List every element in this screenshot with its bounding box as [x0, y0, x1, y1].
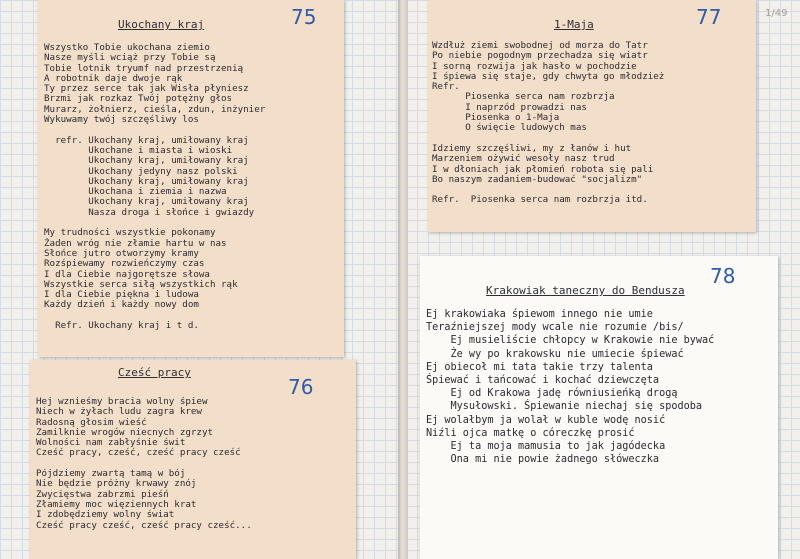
- song-lyrics: [432, 41, 664, 206]
- lyric-line: Nie będzie próżny krwawy znój: [36, 478, 197, 490]
- lyric-line: Po niebie pogodnym przechadza się wiatr: [432, 50, 648, 62]
- lyric-line: Niech w żyłach ludu zagra krew: [36, 406, 202, 418]
- lyric-line: Radosną głosim wieść: [36, 416, 147, 428]
- clipping-krakowiak: [420, 256, 778, 559]
- lyric-line: I sorną rozwija jak hasło w pochodzie: [432, 60, 637, 72]
- lyric-line: Cześć pracy, cześć, cześć pracy cześć: [36, 447, 241, 459]
- lyric-line: Pójdziemy zwartą tamą w bój: [36, 468, 186, 480]
- lyric-line: Ej ta moja mamusia to jak jagódecka: [426, 440, 666, 452]
- lyric-line: Cześć pracy cześć, cześć pracy cześć...: [36, 519, 252, 531]
- lyric-line: Ej musieliście chłopcy w Krakowie nie bywać: [426, 335, 715, 347]
- lyric-line: Wolności nam zabłyśnie świt: [36, 437, 186, 449]
- lyric-line: Żaden wróg nie złamie hartu w nas: [44, 237, 227, 249]
- lyric-line: Ukochana i ziemia i nazwa: [44, 186, 227, 198]
- lyric-line: Ty przez serce tak jak Wisła płyniesz: [44, 83, 249, 95]
- song-lyrics: [44, 43, 265, 331]
- lyric-line: I dla Ciebie piękna i ludowa: [44, 289, 199, 301]
- lyric-line: Wzdłuż ziemi swobodnej od morza do Tatr: [432, 40, 648, 51]
- song-lyrics: [36, 397, 252, 531]
- lyric-line: Mysułowski. Śpiewanie niechaj się spodoba: [426, 401, 703, 413]
- clipping-czesc-pracy: [30, 360, 356, 559]
- song-number: 76: [288, 375, 314, 399]
- notebook-binding: [398, 0, 408, 559]
- song-title: Ukochany kraj: [118, 18, 205, 31]
- song-number: 77: [696, 5, 722, 29]
- lyric-line: Złamiemy moc więziennych krat: [36, 498, 197, 510]
- lyric-line: Że wy po krakowsku nie umiecie śpiewać: [426, 348, 684, 360]
- lyric-line: Śpiewać i tańcować i kochać dziewczęta: [426, 374, 660, 386]
- lyric-line: I zdobędziemy wolny świat: [36, 509, 175, 521]
- lyric-line: Ona mi nie powie żadnego słóweczka: [426, 454, 660, 466]
- lyric-line: Ukochany jedyny nasz polski: [44, 165, 238, 177]
- lyric-line: Zamilknie wrogów niecnych zgrzyt: [36, 426, 214, 438]
- lyric-line: Wszystko Tobie ukochana ziemio: [44, 42, 210, 53]
- lyric-line: Murarz, żołnierz, cieśla, zdun, inżynier: [44, 103, 266, 115]
- lyric-line: Ukochany kraj, umiłowany kraj: [44, 155, 249, 167]
- lyric-line: Brzmi jak rozkaz Twój potężny głos: [44, 93, 233, 105]
- song-title: Cześć pracy: [118, 366, 191, 379]
- lyric-line: Tobie lotnik tryumf nad przestrzenią: [44, 62, 244, 74]
- lyric-line: O święcie ludowych mas: [432, 122, 587, 134]
- lyric-line: Słońce jutro otworzymy kramy: [44, 247, 199, 259]
- lyric-line: Ej obiecoł mi tata takie trzy talenta: [426, 361, 653, 373]
- lyric-line: Ukochany kraj, umiłowany kraj: [44, 196, 249, 208]
- lyric-line: Bo naszym zadaniem-budować "socjalizm": [432, 173, 643, 185]
- lyric-line: I dla Ciebie najgorętsze słowa: [44, 268, 210, 280]
- lyric-line: Marzeniem ożywić wesoły nasz trud: [432, 153, 615, 165]
- lyric-line: Piosenka o 1-Maja: [432, 112, 560, 124]
- song-number: 78: [710, 264, 736, 288]
- clipping-1-maja: [428, 0, 756, 232]
- lyric-line: Hej wznieśmy bracia wolny śpiew: [36, 396, 208, 407]
- lyric-line: Ej wolałbym ja wolał w kuble wodę nosić: [426, 414, 666, 426]
- lyric-line: Teraźniejszej mody wcale nie rozumie /bis/: [426, 322, 684, 334]
- lyric-line: Nasze myśli wciąż przy Tobie są: [44, 52, 216, 64]
- lyric-line: Refr. Piosenka serca nam rozbrzja itd.: [432, 194, 648, 206]
- song-lyrics: [426, 308, 714, 466]
- lyric-line: Wykuwamy twój szczęśliwy los: [44, 114, 199, 126]
- lyric-line: Ukochany kraj, umiłowany kraj: [44, 175, 249, 187]
- lyric-line: I śpiewa się staje, gdy chwyta go młodzież: [432, 70, 665, 82]
- lyric-line: refr. Ukochany kraj, umiłowany kraj: [44, 134, 249, 146]
- lyric-line: A robotnik daje dwoje rąk: [44, 72, 183, 84]
- lyric-line: Każdy dzień i każdy nowy dom: [44, 299, 199, 311]
- lyric-line: Niźli ojca matkę o córeczkę prosić: [426, 427, 635, 439]
- lyric-line: Ukochane i miasta i wioski: [44, 144, 233, 156]
- lyric-line: Wszystkie serca siłą wszystkich rąk: [44, 278, 238, 290]
- song-title: Krakowiak taneczny do Bendusza: [486, 284, 685, 297]
- lyric-line: Piosenka serca nam rozbrzja: [432, 91, 615, 103]
- lyric-line: Refr.: [432, 81, 460, 93]
- lyric-line: Nasza droga i słońce i gwiazdy: [44, 206, 255, 218]
- lyric-line: Ej krakowiaka śpiewom innego nie umie: [426, 309, 653, 320]
- lyric-line: Zwycięstwa zabrzmi pieśń: [36, 488, 169, 500]
- lyric-line: My trudności wszystkie pokonamy: [44, 227, 216, 239]
- lyric-line: I w dłoniach jak płomień robota się pali: [432, 163, 654, 175]
- lyric-line: Refr. Ukochany kraj i t d.: [44, 320, 199, 332]
- lyric-line: Ej od Krakowa jadę równiusieńką drogą: [426, 388, 678, 400]
- song-title: 1-Maja: [554, 18, 594, 31]
- page-corner-note: 1/49: [765, 8, 788, 19]
- song-number: 75: [291, 5, 317, 29]
- clipping-ukochany-kraj: [38, 0, 344, 357]
- lyric-line: Idziemy szczęśliwi, my z łanów i hut: [432, 142, 632, 154]
- lyric-line: Rozśpiewamy rozwieńczymy czas: [44, 258, 205, 270]
- lyric-line: I naprzód prowadzi nas: [432, 101, 587, 113]
